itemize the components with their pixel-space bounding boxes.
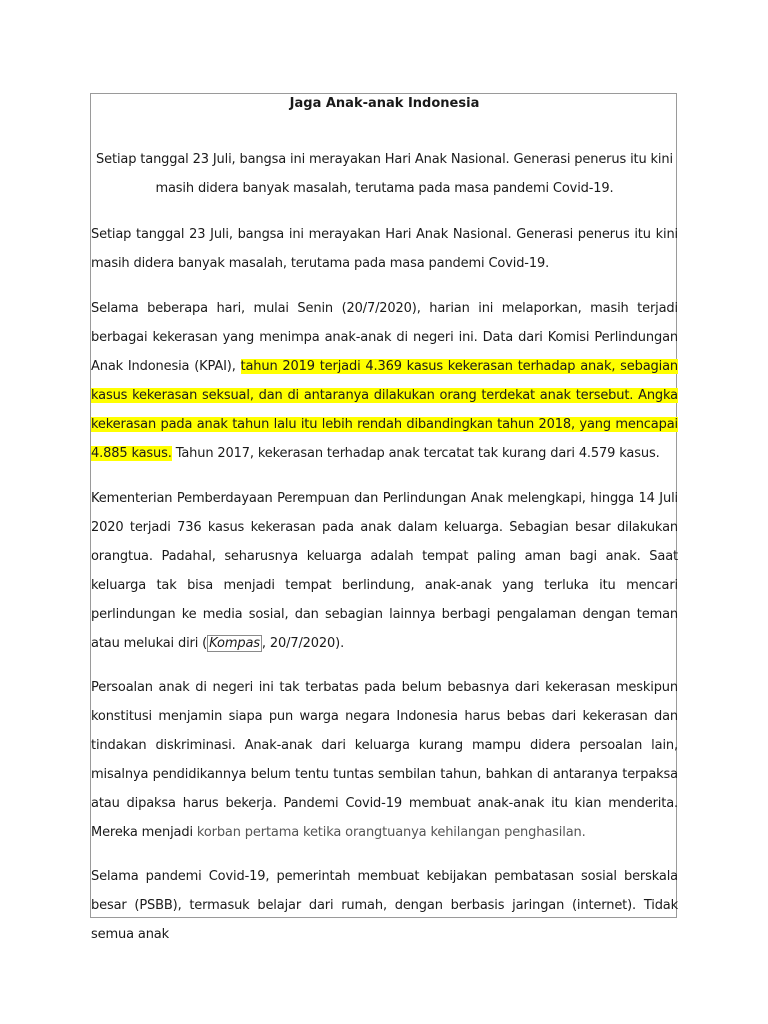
paragraph-1: Setiap tanggal 23 Juli, bangsa ini merayakan Hari Anak Nasional. Generasi penerus itu kini masih didera banyak masalah, terutama pada masa pandemi Covid-19.	[96, 152, 673, 196]
paragraph-5-gray-text: korban pertama ketika orangtuanya kehilangan penghasilan.	[196, 824, 586, 840]
document-title: Jaga Anak-anak Indonesia	[289, 96, 480, 111]
paragraph-5-text: Persoalan anak di negeri ini tak terbatas pada belum bebasnya dari kekerasan meskipun konstitusi menjamin siapa pun warga negara Indonesia harus bebas dari kekerasan dan tindakan diskriminasi. Anak-anak dari keluarga kurang mampu didera persoalan lain, misalnya pendidikannya belum tentu tuntas sembilan tahun, bahkan di antaranya terpaksa atau dipaksa harus bekerja. Pandemi Covid-19 membuat anak-anak itu kian menderita. Mereka menjadi	[91, 680, 678, 840]
highlighted-text: tahun 2019 terjadi 4.369 kasus kekerasan terhadap anak, sebagian kasus kekerasan seksual, dan di antaranya dilakukan orang terdekat anak tersebut. Angka kekerasan pada anak tahun lalu itu lebih rendah dibandingkan tahun 2018, yang mencapai 4.885 kasus.	[91, 358, 678, 461]
paragraph-3-text-end: Tahun 2017, kekerasan terhadap anak tercatat tak kurang dari 4.579 kasus.	[171, 445, 660, 461]
paragraph-4	[91, 485, 678, 658]
source-citation: Kompas	[209, 635, 260, 651]
paragraph-4-text-end: , 20/7/2020).	[261, 635, 345, 651]
paragraph-3	[91, 295, 678, 468]
paragraph-4-text: Kementerian Pemberdayaan Perempuan dan Perlindungan Anak melengkapi, hingga 14 Juli 2020 terjadi 736 kasus kekerasan pada anak dalam keluarga. Sebagian besar dilakukan orangtua. Padahal, seharusnya keluarga adalah tempat paling aman bagi anak. Saat keluarga tak bisa menjadi tempat berlindung, anak-anak yang terluka itu mencari perlindungan ke media sosial, dan sebagian lainnya berbagi pengalaman dengan teman atau melukai diri (	[91, 491, 678, 651]
document-frame	[90, 93, 678, 942]
paragraph-3-text: Selama beberapa hari, mulai Senin (20/7/2020), harian ini melaporkan, masih terjadi berbagai kekerasan yang menimpa anak-anak di negeri ini. Data dari Komisi Perlindungan Anak Indonesia (KPAI),	[91, 301, 678, 374]
paragraph-6: Selama pandemi Covid-19, pemerintah membuat kebijakan pembatasan sosial berskala besar (PSBB), termasuk belajar dari rumah, dengan berbasis jaringan (internet). Tidak semua anak	[91, 869, 678, 942]
paragraph-2: Setiap tanggal 23 Juli, bangsa ini merayakan Hari Anak Nasional. Generasi penerus itu kini masih didera banyak masalah, terutama pada masa pandemi Covid-19.	[91, 227, 678, 271]
paragraph-5	[91, 674, 678, 847]
